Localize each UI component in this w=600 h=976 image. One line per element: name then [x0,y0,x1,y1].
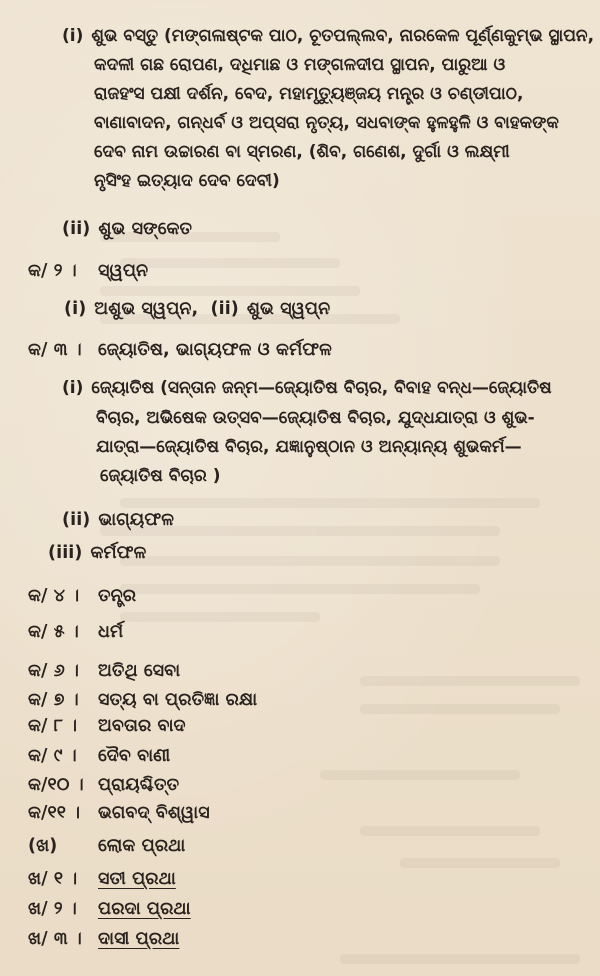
entry-code: କ/ ୮ । [28,716,78,736]
paragraph-line-4: ଜ୍ୟୋତିଷ ବିଚାର ) [100,466,221,486]
item-marker: (ii) [210,299,239,319]
entry-title: ସତୀ ପ୍ରଥା [98,869,176,889]
paragraph-line-1 [62,374,552,403]
entry-ka-11 [28,801,210,825]
entry-code: ଖ/ ୧ । [28,869,78,889]
entry-ka-3 [28,338,332,362]
item-marker: (i) [62,378,84,398]
auspicious-signs-heading [62,217,192,241]
paragraph-line-2: କଦଳୀ ଗଛ ରୋପଣ, ଦଧିମାଛ ଓ ମଙ୍ଗଳଦୀପ ସ୍ଥାପନ, ପାରୁଆ ଓ [94,55,506,75]
paragraph-line-3: ଯାତ୍ରା—ଜ୍ୟୋତିଷ ବିଚାର, ଯଜ୍ଞାନୁଷ୍ଠାନ ଓ ଅନ୍ୟାନ୍ୟ ଶୁଭକର୍ମ— [96,437,522,457]
entry-title: ପ୍ରାୟଶ୍ଚିତ୍ତ [98,775,180,795]
entry-title: ପରଦା ପ୍ରଥା [98,899,191,919]
karma-heading [48,541,146,565]
auspicious-items-paragraph [62,22,594,51]
entry-kha-3 [28,927,179,951]
entry-code: କ/୧୧ । [28,803,81,823]
entry-kha-2 [28,897,191,921]
section-kha-heading [28,834,185,858]
astrology-continuation [96,404,535,491]
item-marker: (iii) [48,543,83,563]
entry-code: କ/ ୬ । [28,661,79,681]
entry-title: ଦାସୀ ପ୍ରଥା [98,929,180,949]
entry-title: ଲୋକ ପ୍ରଥା [98,836,186,856]
paragraph-line-4: ବାଣାବାଦନ, ଗନ୍ଧର୍ବ ଓ ଅପ୍‌ସରା ନୃତ୍ୟ, ସଧବାଙ୍କ ହୁଳହୁଳି ଓ ବାହକଙ୍କ [94,113,559,133]
astrology-paragraph [62,374,552,403]
item-marker: (i) [64,299,87,319]
entry-ka-6 [28,659,180,683]
heading-text: ଶୁଭ ସଙ୍କେତ [98,219,193,239]
entry-code: କ/ ୯ । [28,746,77,766]
entry-code: ଖ/ ୩ । [28,929,82,949]
entry-ka-2 [28,259,148,283]
entry-code: କ/ ୨ । [28,261,77,281]
paragraph-line-1 [62,22,594,51]
entry-title: ଧର୍ମ [98,622,124,642]
entry-ka-7 [28,688,257,712]
entry-kha-1 [28,867,176,891]
entry-title: ଭଗବଦ୍ ବିଶ୍ୱାସ [98,803,210,823]
dream-type-auspicious: ଶୁଭ ସ୍ୱପ୍ନ [246,299,331,319]
entry-code: କ/ ୭ । [28,690,79,710]
entry-title: ଜ୍ୟୋତିଷ, ଭାଗ୍ୟଫଳ ଓ କର୍ମଫଳ [98,340,332,360]
heading-text: ଭାଗ୍ୟଫଳ [98,510,174,530]
paragraph-text: ଜ୍ୟୋତିଷ (ସନ୍ତାନ ଜନ୍ମ—ଜ୍ୟୋତିଷ ବିଚାର, ବିବାହ ବନ୍ଧ—ଜ୍ୟୋତିଷ [91,378,552,398]
paragraph-line-6: ନୃସିଂହ ଇତ୍ୟାଦ ଦେବ ଦେବୀ) [94,171,280,191]
item-marker: (ii) [62,510,91,530]
entry-ka-4 [28,584,136,608]
entry-code: କ/ ୪ । [28,586,80,606]
paragraph-text: ଶୁଭ ବସ୍ତୁ (ମଙ୍ଗଳାଷ୍ଟକ ପାଠ, ଚୂତପଲ୍ଲବ, ନାରକେଳ ପୂର୍ଣ୍ଣକୁମ୍ଭ ସ୍ଥାପନ, [91,26,595,46]
fate-heading [62,508,174,532]
entry-code: କ/ ୫ । [28,622,79,642]
entry-ka-5 [28,620,123,644]
entry-title: ତନ୍ତ୍ର [98,586,137,606]
dream-types [64,297,330,321]
heading-text: କର୍ମଫଳ [90,543,147,563]
entry-code: (ଖ) [28,836,58,856]
entry-title: ସତ୍ୟ ବା ପ୍ରତିଜ୍ଞା ରକ୍ଷା [98,690,258,710]
entry-ka-10 [28,773,179,797]
entry-code: ଖ/ ୨ । [28,899,77,919]
entry-code: କ/ ୩ । [28,340,82,360]
item-marker: (i) [62,26,84,46]
entry-title: ଅତିଥି ସେବା [98,661,181,681]
paragraph-line-2: ବିଚାର, ଅଭିଷେକ ଉତ୍ସବ—ଜ୍ୟୋତିଷ ବିଚାର, ଯୁଦ୍ଧଯାତ୍ରା ଓ ଶୁଭ- [96,408,535,428]
entry-ka-8 [28,714,186,738]
paragraph-line-5: ଦେବ ନାମ ଉଚ୍ଚାରଣ ବା ସ୍ମରଣ, (ଶିବ, ଗଣେଶ, ଦୁର୍ଗା ଓ ଲକ୍ଷ୍ମୀ [94,142,510,162]
entry-title: ଦୈବ ବାଣୀ [98,746,171,766]
auspicious-items-continuation [94,51,559,196]
dream-type-inauspicious: ଅଶୁଭ ସ୍ୱପ୍ନ, [94,299,199,319]
entry-title: ଅବତାର ବାଦ [98,716,186,736]
entry-code: କ/୧୦ । [28,775,84,795]
paragraph-line-3: ରାଜହଂସ ପକ୍ଷୀ ଦର୍ଶନ, ବେଦ, ମହାମୃତ୍ୟୁଞ୍ଜୟ ମନ୍ତ୍ର ଓ ଚଣ୍ଡୀପାଠ, [94,84,524,104]
entry-title: ସ୍ୱପ୍ନ [98,261,149,281]
item-marker: (ii) [62,219,91,239]
entry-ka-9 [28,744,170,768]
